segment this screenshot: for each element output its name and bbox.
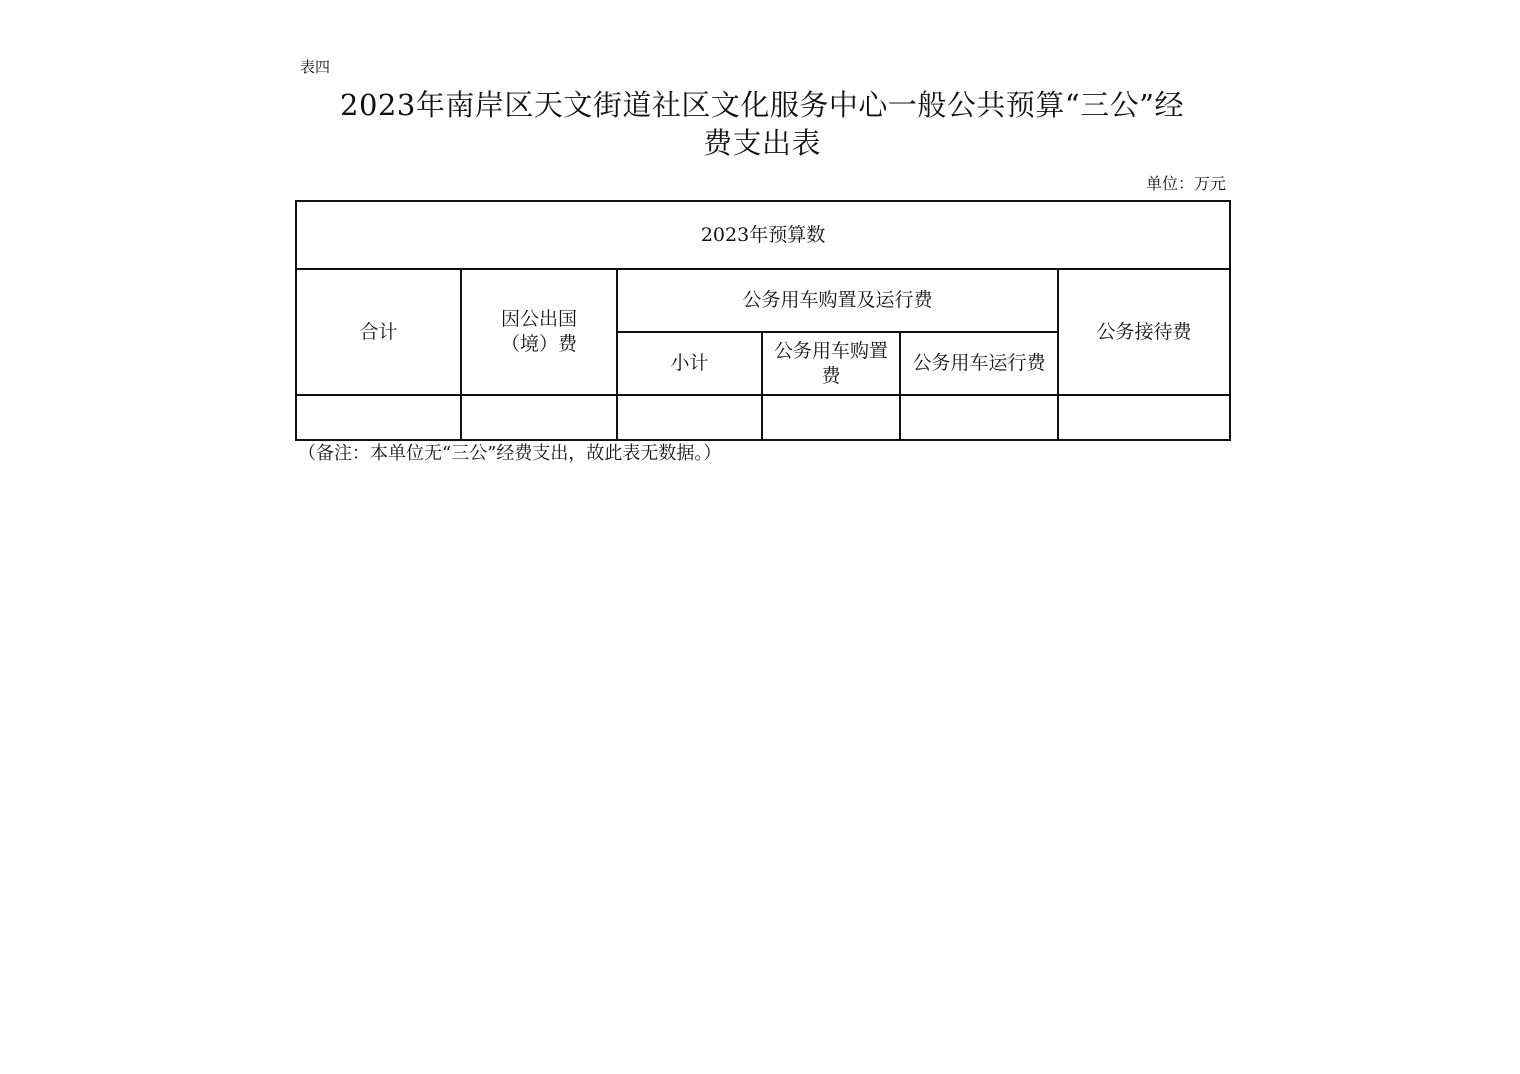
header-vehicle-subtotal: 小计 [617, 332, 762, 395]
header-budget-year: 2023年预算数 [296, 201, 1230, 269]
header-abroad-expense [461, 269, 617, 395]
header-vehicle-operation: 公务用车运行费 [900, 332, 1058, 395]
header-abroad-line-2: （境）费 [500, 333, 577, 355]
header-vehicle-purchase-line-2: 费 [821, 364, 841, 387]
table-number-label: 表四 [300, 58, 331, 76]
title-line-1: 2023年南岸区天文街道社区文化服务中心一般公共预算“三公”经 [340, 88, 1184, 122]
header-row-top [296, 201, 1230, 269]
document-title [296, 86, 1228, 162]
cell-total [296, 395, 461, 440]
cell-vehicle-purchase [762, 395, 900, 440]
cell-abroad-expense [461, 395, 617, 440]
unit-label: 单位：万元 [1145, 174, 1226, 193]
cell-reception-expense [1058, 395, 1230, 440]
header-row-middle [296, 269, 1230, 332]
title-line-2: 费支出表 [702, 126, 821, 160]
cell-vehicle-subtotal [617, 395, 762, 440]
cell-vehicle-operation [900, 395, 1058, 440]
header-vehicle-purchase-line-1: 公务用车购置 [773, 339, 888, 362]
header-reception-expense: 公务接待费 [1058, 269, 1230, 395]
three-public-expenses-table [295, 200, 1231, 441]
header-vehicle-group: 公务用车购置及运行费 [617, 269, 1058, 332]
data-row [296, 395, 1230, 440]
remark-note: （备注：本单位无“三公”经费支出，故此表无数据。） [298, 443, 722, 464]
header-vehicle-purchase [762, 332, 900, 395]
header-total: 合计 [296, 269, 461, 395]
header-abroad-line-1: 因公出国 [500, 308, 577, 330]
